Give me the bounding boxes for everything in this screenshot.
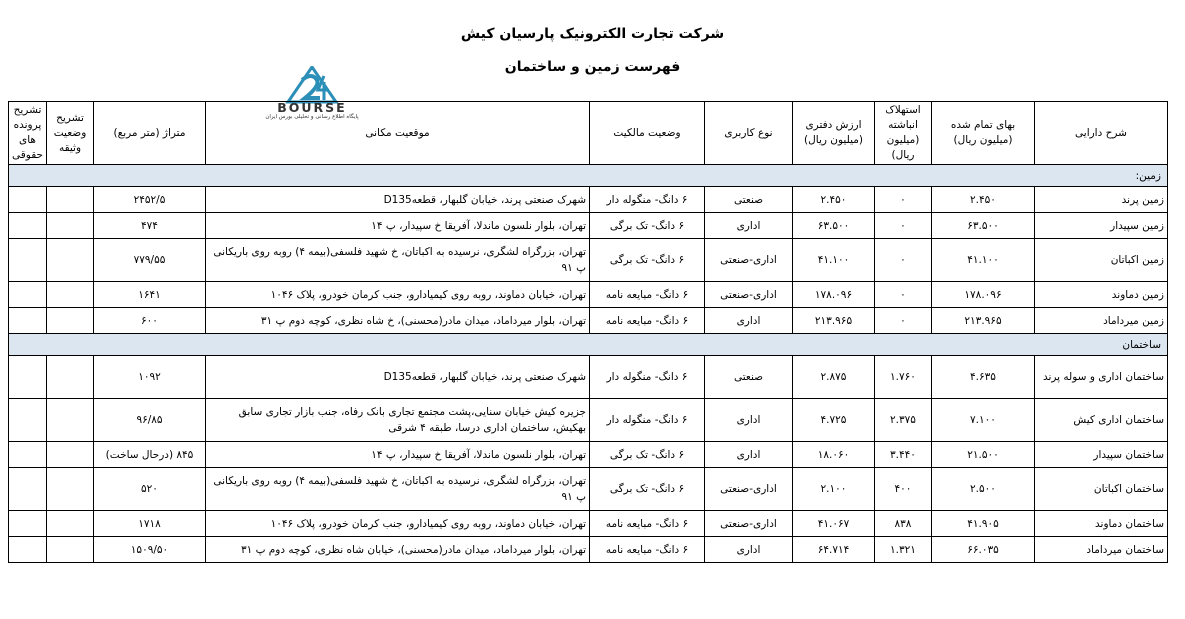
- cell-usage: صنعتی: [705, 356, 793, 399]
- table-row: [9, 399, 1168, 442]
- cell-area: ۸۴۵ (درحال ساخت): [94, 442, 206, 468]
- cell-book-value: ۲.۴۵۰: [793, 187, 875, 213]
- cell-book-value: ۴.۷۲۵: [793, 399, 875, 442]
- logo-word: BOURSE: [277, 100, 347, 115]
- cell-location: تهران، بلوار میرداماد، میدان مادر(محسنی)، خ شاه نظری، کوچه دوم پ ۳۱: [206, 308, 590, 334]
- cell-area: ۶۰۰: [94, 308, 206, 334]
- cell-legal: [9, 282, 47, 308]
- cell-depreciation: ۰: [875, 282, 932, 308]
- cell-book-value: ۴۱.۰۶۷: [793, 511, 875, 537]
- header-description: شرح دارایی: [1035, 102, 1168, 165]
- table-row: [9, 187, 1168, 213]
- cell-mortgage: [47, 213, 94, 239]
- cell-book-value: ۶۴.۷۱۴: [793, 537, 875, 563]
- cell-description: ساختمان اداری کیش: [1035, 399, 1168, 442]
- cell-usage: اداری-صنعتی: [705, 468, 793, 511]
- table-row: [9, 468, 1168, 511]
- cell-description: ساختمان دماوند: [1035, 511, 1168, 537]
- cell-ownership: ۶ دانگ- تک برگی: [590, 442, 705, 468]
- cell-ownership: ۶ دانگ- تک برگی: [590, 213, 705, 239]
- cell-cost: ۲۱.۵۰۰: [932, 442, 1035, 468]
- cell-legal: [9, 537, 47, 563]
- cell-cost: ۲.۵۰۰: [932, 468, 1035, 511]
- cell-usage: اداری: [705, 442, 793, 468]
- cell-description: زمین اکباتان: [1035, 239, 1168, 282]
- cell-location: تهران، بزرگراه لشگری، نرسیده به اکباتان، خ شهید فلسفی(بیمه ۴) روبه روی باریکانی پ ۹۱: [206, 468, 590, 511]
- report-subtitle: فهرست زمین و ساختمان: [504, 59, 681, 75]
- cell-depreciation: ۰: [875, 187, 932, 213]
- company-title: شرکت تجارت الکترونیک پارسیان کیش: [460, 26, 725, 42]
- cell-location: تهران، بلوار نلسون ماندلا، آفریقا خ سپیدار، پ ۱۴: [206, 213, 590, 239]
- cell-depreciation: ۳.۴۴۰: [875, 442, 932, 468]
- cell-description: ساختمان سپیدار: [1035, 442, 1168, 468]
- cell-cost: ۴۱.۹۰۵: [932, 511, 1035, 537]
- cell-ownership: ۶ دانگ- مبایعه نامه: [590, 511, 705, 537]
- cell-mortgage: [47, 442, 94, 468]
- header-legal: تشریح پرونده های حقوقی: [9, 102, 47, 165]
- cell-mortgage: [47, 399, 94, 442]
- cell-book-value: ۱۸.۰۶۰: [793, 442, 875, 468]
- cell-depreciation: ۴۰۰: [875, 468, 932, 511]
- cell-description: ساختمان اکباتان: [1035, 468, 1168, 511]
- section-label: زمین:: [9, 165, 1168, 187]
- header-location: موقعیت مکانی: [206, 102, 590, 165]
- cell-location: تهران، بلوار میرداماد، میدان مادر(محسنی)، خیابان شاه نظری، کوچه دوم پ ۳۱: [206, 537, 590, 563]
- header-book-value: ارزش دفتری (میلیون ریال): [793, 102, 875, 165]
- cell-location: شهرک صنعتی پرند، خیابان گلبهار، قطعهD135: [206, 356, 590, 399]
- table-row: [9, 239, 1168, 282]
- header-usage: نوع کاربری: [705, 102, 793, 165]
- header-mortgage: تشریح وضعیت وثیقه: [47, 102, 94, 165]
- logo-tagline: پایگاه اطلاع رسانی و تحلیلی بورس ایران: [265, 114, 359, 120]
- table-row: [9, 442, 1168, 468]
- table-row: [9, 213, 1168, 239]
- section-row-land: [9, 165, 1168, 187]
- cell-legal: [9, 442, 47, 468]
- cell-book-value: ۱۷۸.۰۹۶: [793, 282, 875, 308]
- cell-description: ساختمان اداری و سوله پرند: [1035, 356, 1168, 399]
- cell-usage: اداری-صنعتی: [705, 239, 793, 282]
- table-row: [9, 511, 1168, 537]
- cell-cost: ۴.۶۳۵: [932, 356, 1035, 399]
- cell-cost: ۶۶.۰۳۵: [932, 537, 1035, 563]
- cell-cost: ۷.۱۰۰: [932, 399, 1035, 442]
- cell-legal: [9, 399, 47, 442]
- table-row: [9, 356, 1168, 399]
- cell-area: ۴۷۴: [94, 213, 206, 239]
- cell-mortgage: [47, 239, 94, 282]
- cell-location: شهرک صنعتی پرند، خیابان گلبهار، قطعهD135: [206, 187, 590, 213]
- cell-mortgage: [47, 187, 94, 213]
- cell-book-value: ۴۱.۱۰۰: [793, 239, 875, 282]
- header-cost: بهای تمام شده (میلیون ریال): [932, 102, 1035, 165]
- cell-location: تهران، بزرگراه لشگری، نرسیده به اکباتان، خ شهید فلسفی(بیمه ۴) روبه روی باریکانی پ ۹۱: [206, 239, 590, 282]
- assets-table: [8, 101, 1168, 563]
- table-row: [9, 308, 1168, 334]
- cell-mortgage: [47, 356, 94, 399]
- cell-usage: اداری: [705, 213, 793, 239]
- cell-legal: [9, 308, 47, 334]
- cell-location: تهران، خیابان دماوند، روبه روی کیمیادارو، جنب کرمان خودرو، پلاک ۱۰۴۶: [206, 511, 590, 537]
- cell-usage: اداری-صنعتی: [705, 282, 793, 308]
- cell-book-value: ۲۱۳.۹۶۵: [793, 308, 875, 334]
- cell-book-value: ۶۳.۵۰۰: [793, 213, 875, 239]
- cell-area: ۵۲۰: [94, 468, 206, 511]
- cell-usage: اداری: [705, 308, 793, 334]
- cell-area: ۱۶۴۱: [94, 282, 206, 308]
- header-area: متراژ (متر مربع): [94, 102, 206, 165]
- cell-mortgage: [47, 537, 94, 563]
- cell-ownership: ۶ دانگ- منگوله دار: [590, 356, 705, 399]
- cell-area: ۷۷۹/۵۵: [94, 239, 206, 282]
- cell-mortgage: [47, 511, 94, 537]
- cell-area: ۱۵۰۹/۵۰: [94, 537, 206, 563]
- cell-legal: [9, 187, 47, 213]
- cell-description: زمین دماوند: [1035, 282, 1168, 308]
- cell-ownership: ۶ دانگ- مبایعه نامه: [590, 537, 705, 563]
- cell-usage: صنعتی: [705, 187, 793, 213]
- cell-description: زمین پرند: [1035, 187, 1168, 213]
- cell-usage: اداری-صنعتی: [705, 511, 793, 537]
- cell-legal: [9, 511, 47, 537]
- header-ownership: وضعیت مالکیت: [590, 102, 705, 165]
- cell-usage: اداری: [705, 399, 793, 442]
- cell-ownership: ۶ دانگ- تک برگی: [590, 239, 705, 282]
- cell-depreciation: ۰: [875, 308, 932, 334]
- cell-ownership: ۶ دانگ- تک برگی: [590, 468, 705, 511]
- cell-description: ساختمان میرداماد: [1035, 537, 1168, 563]
- cell-cost: ۱۷۸.۰۹۶: [932, 282, 1035, 308]
- table-row: [9, 537, 1168, 563]
- cell-mortgage: [47, 282, 94, 308]
- cell-area: ۹۶/۸۵: [94, 399, 206, 442]
- cell-depreciation: ۱.۳۲۱: [875, 537, 932, 563]
- cell-description: زمین میرداماد: [1035, 308, 1168, 334]
- cell-depreciation: ۰: [875, 213, 932, 239]
- cell-location: تهران، بلوار نلسون ماندلا، آفریقا خ سپیدار، پ ۱۴: [206, 442, 590, 468]
- cell-depreciation: ۲.۳۷۵: [875, 399, 932, 442]
- cell-book-value: ۲.۱۰۰: [793, 468, 875, 511]
- cell-mortgage: [47, 308, 94, 334]
- cell-book-value: ۲.۸۷۵: [793, 356, 875, 399]
- cell-location: تهران، خیابان دماوند، روبه روی کیمیادارو، جنب کرمان خودرو، پلاک ۱۰۴۶: [206, 282, 590, 308]
- cell-ownership: ۶ دانگ- منگوله دار: [590, 399, 705, 442]
- cell-legal: [9, 239, 47, 282]
- cell-area: ۲۴۵۲/۵: [94, 187, 206, 213]
- header-row: [9, 102, 1168, 165]
- table-row: [9, 282, 1168, 308]
- cell-legal: [9, 213, 47, 239]
- cell-cost: ۲.۴۵۰: [932, 187, 1035, 213]
- cell-location: جزیره کیش خیابان سنایی،پشت مجتمع تجاری بانک رفاه، جنب بازار تجاری سابق بهکیش، ساختمان اداری درسا، طبقه ۴ شرقی: [206, 399, 590, 442]
- cell-legal: [9, 356, 47, 399]
- cell-cost: ۲۱۳.۹۶۵: [932, 308, 1035, 334]
- cell-description: زمین سپیدار: [1035, 213, 1168, 239]
- header-depreciation: استهلاک انباشته (میلیون ریال): [875, 102, 932, 165]
- cell-depreciation: ۱.۷۶۰: [875, 356, 932, 399]
- cell-depreciation: ۰: [875, 239, 932, 282]
- cell-usage: اداری: [705, 537, 793, 563]
- cell-cost: ۶۳.۵۰۰: [932, 213, 1035, 239]
- cell-ownership: ۶ دانگ- منگوله دار: [590, 187, 705, 213]
- section-row-buildings: [9, 334, 1168, 356]
- section-label: ساختمان: [9, 334, 1168, 356]
- cell-ownership: ۶ دانگ- مبایعه نامه: [590, 308, 705, 334]
- cell-depreciation: ۸۳۸: [875, 511, 932, 537]
- cell-area: ۱۷۱۸: [94, 511, 206, 537]
- cell-ownership: ۶ دانگ- مبایعه نامه: [590, 282, 705, 308]
- cell-mortgage: [47, 468, 94, 511]
- cell-area: ۱۰۹۲: [94, 356, 206, 399]
- cell-legal: [9, 468, 47, 511]
- cell-cost: ۴۱.۱۰۰: [932, 239, 1035, 282]
